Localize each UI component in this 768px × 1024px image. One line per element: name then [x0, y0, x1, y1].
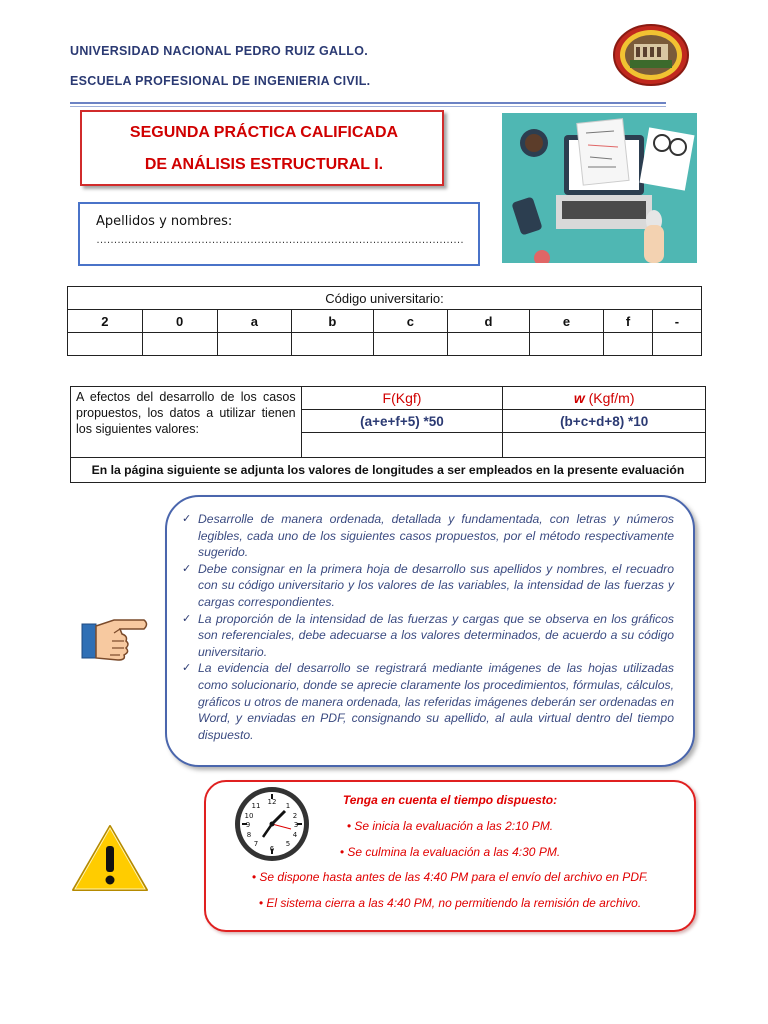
load-variable: w: [573, 390, 585, 406]
code-digit-cell: e: [529, 310, 604, 333]
variables-table: [70, 386, 706, 483]
header-divider-thin: [70, 106, 666, 107]
instructions-list: [182, 511, 674, 743]
header-divider: [70, 102, 666, 104]
force-header: F(Kgf): [301, 387, 503, 410]
exam-title-line2: DE ANÁLISIS ESTRUCTURAL I.: [144, 156, 384, 173]
code-digit-cell: -: [652, 310, 701, 333]
svg-text:1: 1: [285, 802, 291, 810]
university-seal-icon: [612, 24, 690, 86]
instruction-item: ✓ Debe consignar en la primera hoja de desarrollo sus apellidos y nombres, el recuadro con su código universitario y los valores de las variables, la intensidad de las fuerzas y cargas correspondientes.: [182, 561, 674, 609]
checkmark-icon: ✓: [182, 662, 192, 675]
student-name-field[interactable]: ……………………………………………………………………………………………: [96, 234, 464, 246]
code-digit-cell: a: [217, 310, 292, 333]
svg-text:3: 3: [293, 821, 299, 829]
code-digit-cell: 0: [142, 310, 217, 333]
student-code-table: [67, 286, 702, 356]
variables-description: A efectos del desarrollo de los casos propuestos, los datos a utilizar tienen los siguientes valores:: [71, 387, 302, 458]
code-digit-cell: c: [373, 310, 448, 333]
checkmark-icon: ✓: [182, 562, 192, 575]
code-entry-cell[interactable]: [604, 333, 652, 356]
instruction-item: ✓ La evidencia del desarrollo se registrará mediante imágenes de las hojas utilizadas como solucionario, donde se aprecie claramente los procedimientos, fórmulas, cálculos, gráficos u otros de manera ordenada, las referidas imágenes deberán ser ordenadas en Word, y enviadas en PDF, consignando su apellido, al aula virtual dentro del tiempo dispuesto.: [182, 661, 674, 742]
force-formula: (a+e+f+5) *50: [301, 410, 503, 433]
svg-text:4: 4: [292, 831, 298, 839]
code-entry-cell[interactable]: [142, 333, 217, 356]
code-entry-cell[interactable]: [292, 333, 373, 356]
school-name: ESCUELA PROFESIONAL DE INGENIERIA CIVIL.: [70, 74, 371, 88]
code-digit-cell: b: [292, 310, 373, 333]
code-digit-cell: 2: [68, 310, 143, 333]
warning-icon: [70, 822, 150, 894]
instruction-item: ✓ La proporción de la intensidad de las fuerzas y cargas que se observa en los gráficos son referenciales, debe adecuarse a los valores determinados, de acuerdo a su código universitario.: [182, 611, 674, 659]
time-start: • Se inicia la evaluación a las 2:10 PM.: [346, 819, 554, 833]
instruction-item: ✓ Desarrolle de manera ordenada, detallada y fundamentada, con letras y números legibles, cada uno de los siguientes casos propuestos, por el método respectivamente sugerido.: [182, 512, 674, 560]
svg-text:11: 11: [251, 802, 261, 810]
code-entry-cell[interactable]: [529, 333, 604, 356]
code-entry-cell[interactable]: [68, 333, 143, 356]
svg-text:9: 9: [245, 821, 251, 829]
svg-text:2: 2: [292, 812, 298, 820]
university-name: UNIVERSIDAD NACIONAL PEDRO RUIZ GALLO.: [70, 44, 368, 58]
time-system-close: • El sistema cierra a las 4:40 PM, no permitiendo la remisión de archivo.: [258, 896, 642, 910]
svg-text:5: 5: [285, 840, 291, 848]
student-name-label: Apellidos y nombres:: [96, 214, 233, 229]
load-header: [503, 387, 706, 410]
svg-text:7: 7: [253, 840, 259, 848]
load-unit: (Kgf/m): [584, 390, 635, 406]
checkmark-icon: ✓: [182, 513, 192, 525]
laptop-desk-illustration: [502, 113, 697, 263]
code-entry-cell[interactable]: [652, 333, 701, 356]
load-formula: (b+c+d+8) *10: [503, 410, 706, 433]
svg-text:8: 8: [246, 831, 252, 839]
time-submission: • Se dispone hasta antes de las 4:40 PM para el envío del archivo en PDF.: [251, 870, 649, 884]
svg-text:6: 6: [269, 845, 275, 853]
code-digit-cell: f: [604, 310, 652, 333]
clock-icon: [233, 785, 311, 863]
code-digit-cell: d: [448, 310, 529, 333]
checkmark-icon: ✓: [182, 612, 192, 625]
load-value-cell[interactable]: [503, 433, 706, 458]
lengths-note: En la página siguiente se adjunta los valores de longitudes a ser empleados en la presente evaluación: [71, 458, 706, 483]
code-entry-cell[interactable]: [448, 333, 529, 356]
exam-title-box: [80, 110, 444, 186]
code-entry-cell[interactable]: [217, 333, 292, 356]
exam-title-line1: SEGUNDA PRÁCTICA CALIFICADA: [129, 124, 399, 141]
pointing-hand-icon: [80, 610, 150, 668]
student-code-header: Código universitario:: [68, 287, 702, 310]
svg-text:12: 12: [267, 798, 277, 806]
svg-text:10: 10: [244, 812, 254, 820]
force-value-cell[interactable]: [301, 433, 503, 458]
time-end: • Se culmina la evaluación a las 4:30 PM.: [339, 845, 561, 859]
code-entry-cell[interactable]: [373, 333, 448, 356]
time-heading: Tenga en cuenta el tiempo dispuesto:: [342, 793, 558, 807]
